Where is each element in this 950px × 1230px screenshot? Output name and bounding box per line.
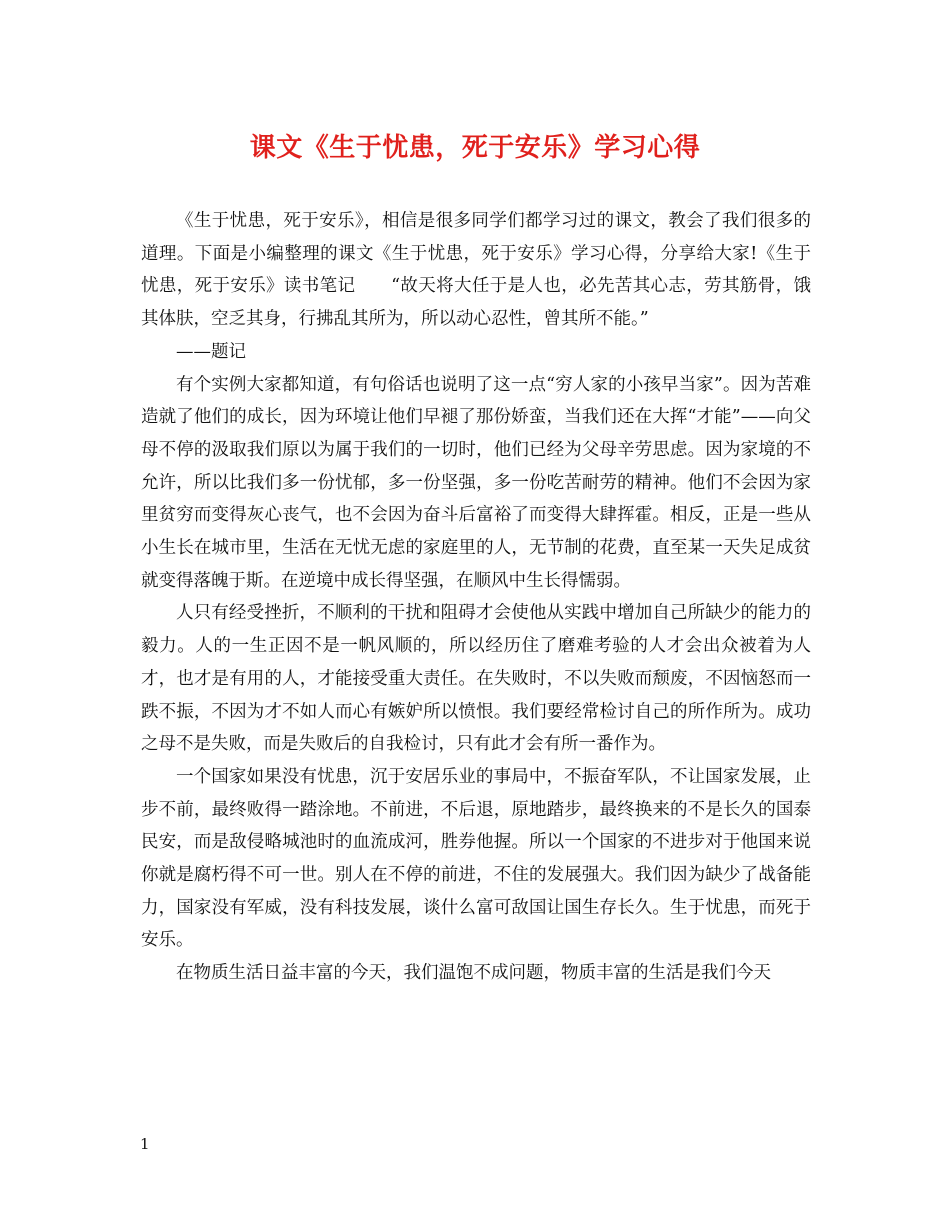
document-title: 课文《生于忧患，死于安乐》学习心得 [249,133,701,163]
paragraph-material-life: 在物质生活日益丰富的今天，我们温饱不成问题，物质丰富的生活是我们今天 [176,963,771,984]
paragraph-epigraph-attribution: ——题记 [176,341,246,362]
paragraph-setbacks: 人只有经受挫折，不顺利的干扰和阻碍才会使他从实践中增加自己所缺少的能力的毅力。人的一生正因不是一帆风顺的，所以经历住了磨难考验的人才会出众被着为人才，也才是有用的人，才能接受重大责任。在失败时，不以失败而颓废，不因恼怒而一跌不振，不因为才不如人而心有嫉妒所以愤恨。我们要经常检讨自己的所作所为。成功之母不是失败，而是失败后的自我检讨，只有此才会有所一番作为。 [141,603,811,755]
page-number: 1 [140,1135,150,1153]
paragraph-poor-children: 有个实例大家都知道，有句俗话也说明了这一点“穷人家的小孩早当家”。因为苦难造就了他们的成长，因为环境让他们早褪了那份娇蛮，当我们还在大挥“才能”——向父母不停的汲取我们原以为属于我们的一切时，他们已经为父母辛劳思虑。因为家境的不允许，所以比我们多一份忧郁，多一份坚强，多一份吃苦耐劳的精神。他们不会因为家里贫穷而变得灰心丧气，也不会因为奋斗后富裕了而变得大肆挥霍。相反，正是一些从小生长在城市里，生活在无忧无虑的家庭里的人，无节制的花费，直至某一天失足成贫就变得落魄于斯。在逆境中成长得坚强，在顺风中生长得懦弱。 [141,374,811,591]
document-body [141,205,811,990]
paragraph-nation: 一个国家如果没有忧患，沉于安居乐业的事局中，不振奋军队，不让国家发展，止步不前，最终败得一踏涂地。不前进，不后退，原地踏步，最终换来的不是长久的国泰民安，而是敌侵略城池时的血流成河，胜券他握。所以一个国家的不进步对于他国来说你就是腐朽得不可一世。别人在不停的前进，不住的发展强大。我们因为缺少了战备能力，国家没有军威，没有科技发展，谈什么富可敌国让国生存长久。生于忧患，而死于安乐。 [141,766,811,951]
paragraph-intro: 《生于忧患，死于安乐》，相信是很多同学们都学习过的课文，教会了我们很多的道理。下面是小编整理的课文《生于忧患，死于安乐》学习心得，分享给大家!《生于忧患，死于安乐》读书笔记 “故天将大任于是人也，必先苦其心志，劳其筋骨，饿其体肤，空乏其身，行拂乱其所为，所以动心忍性，曾其所不能。” [141,211,811,330]
